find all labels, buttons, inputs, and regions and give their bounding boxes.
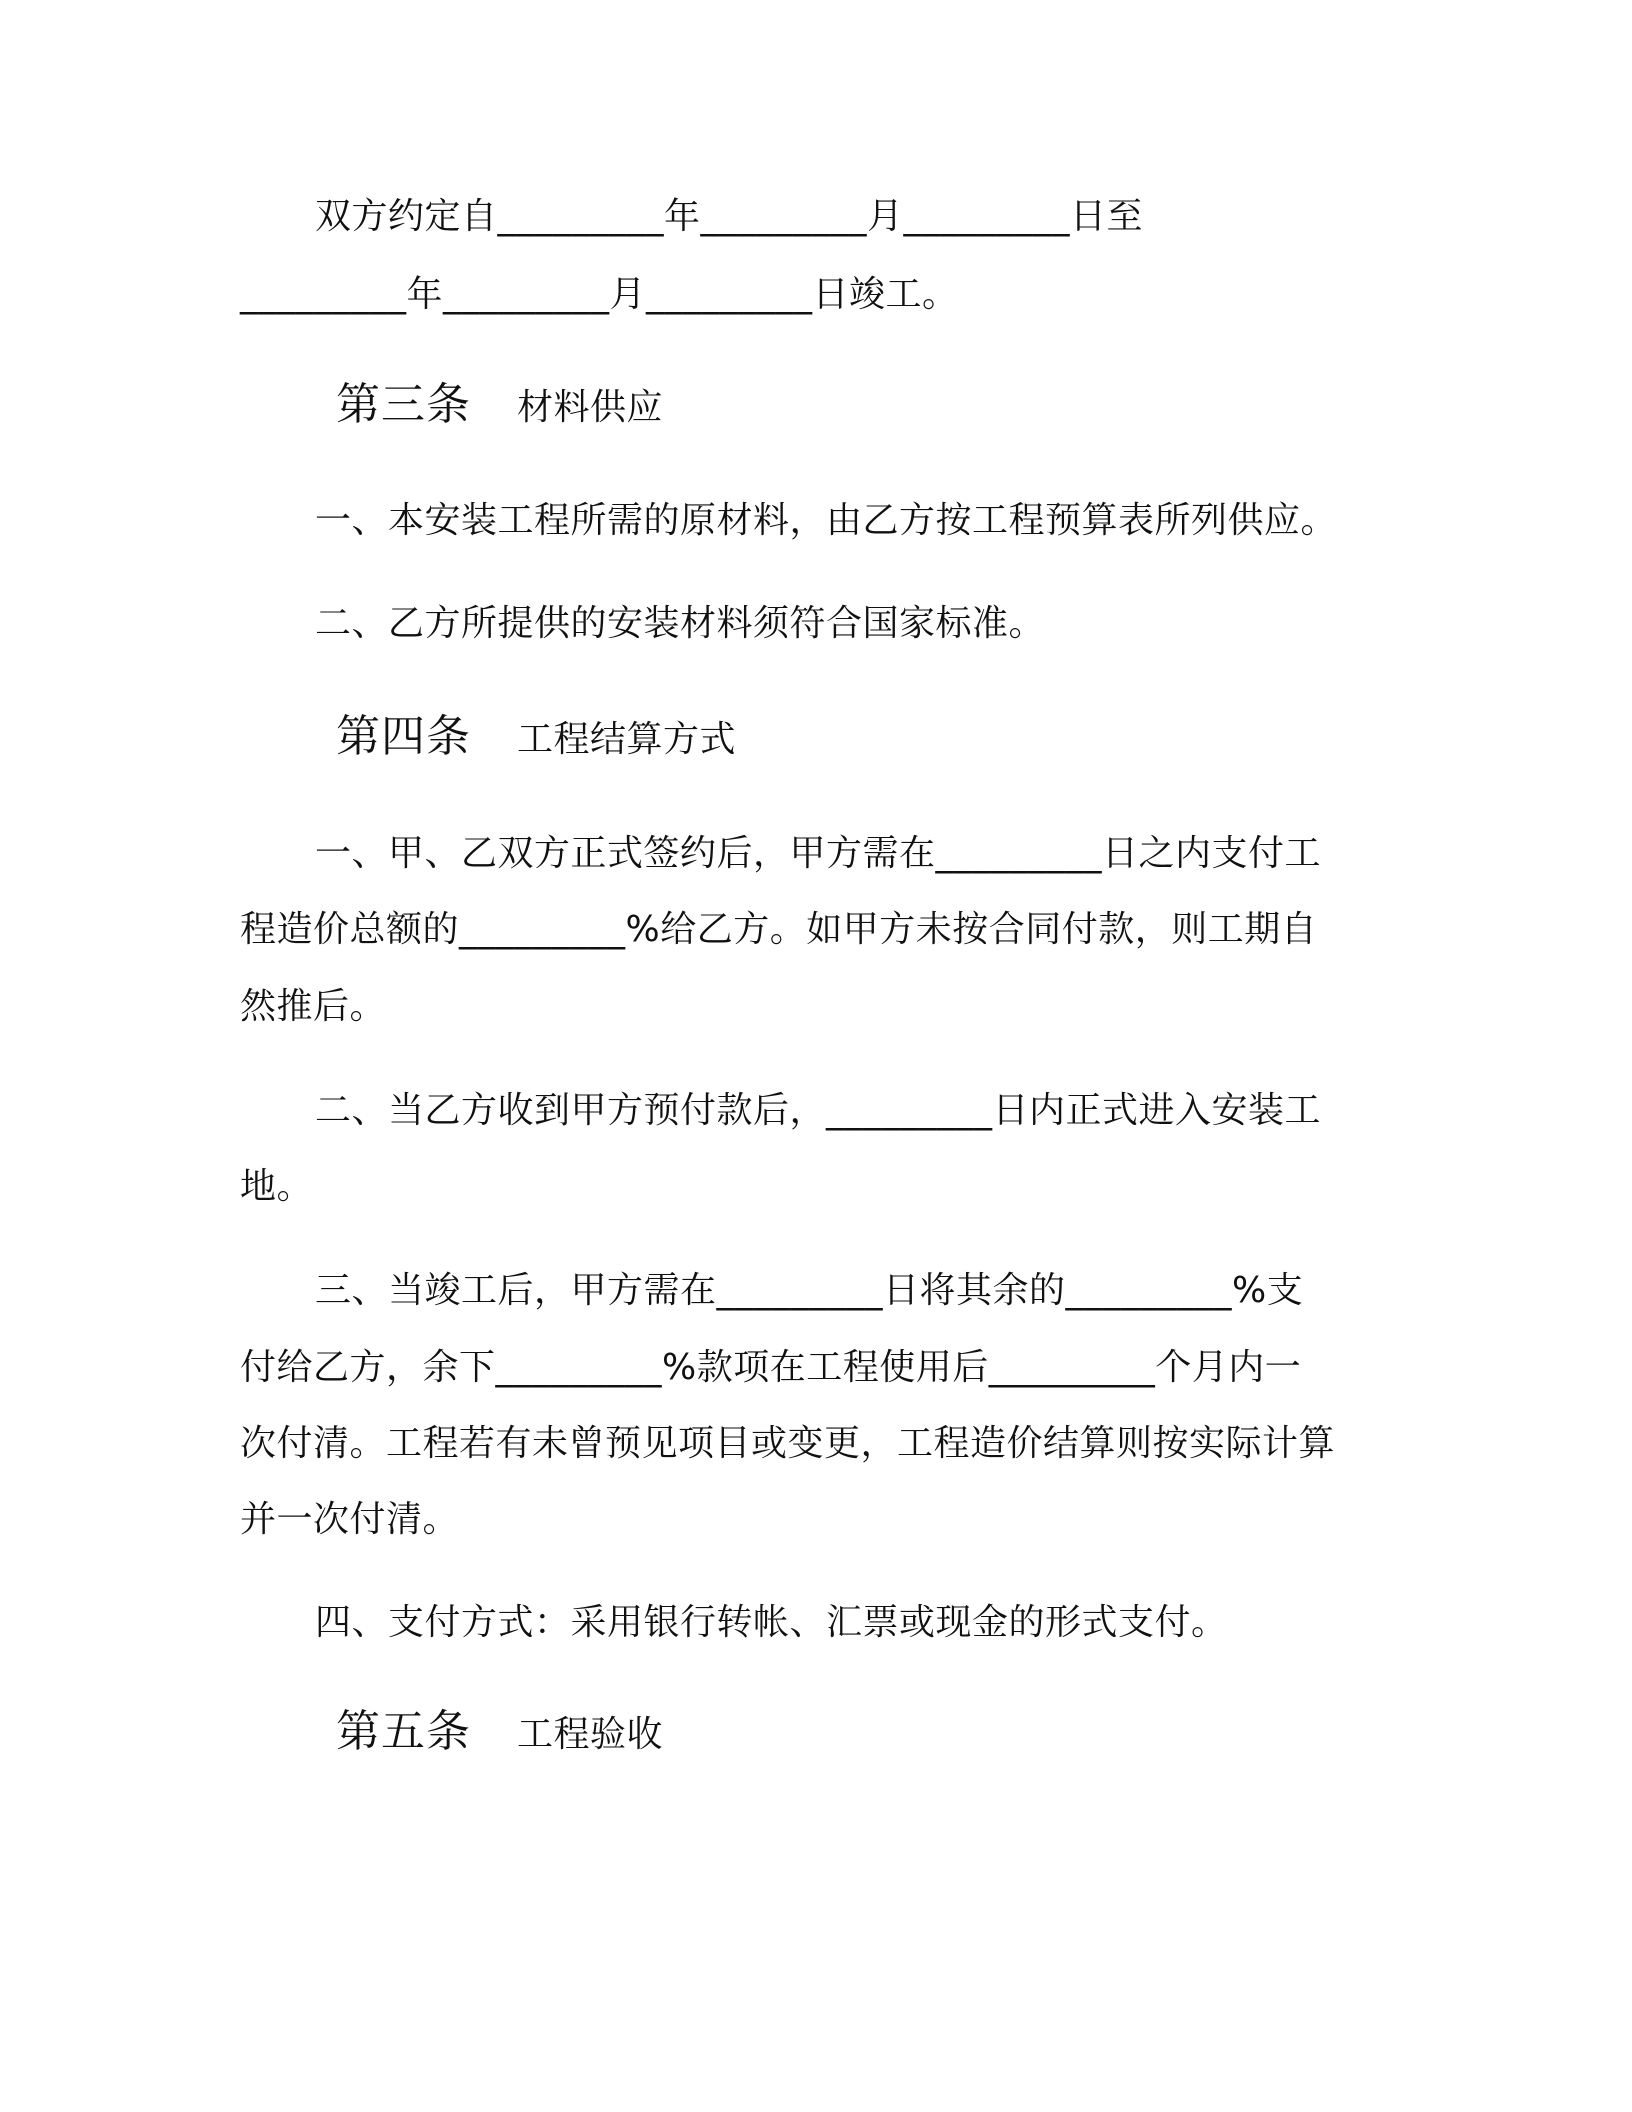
article-3-item-2: 二、乙方所提供的安装材料须符合国家标准。	[315, 603, 1046, 644]
article-4-title: 工程结算方式	[517, 719, 737, 760]
article-4-item-1-line-2: 程造价总额的_________%给乙方。如甲方未按合同付款，则工期自	[240, 909, 1318, 950]
article-4-item-3-line-3: 次付清。工程若有未曾预见项目或变更，工程造价结算则按实际计算	[240, 1423, 1336, 1464]
article-3-heading	[336, 377, 663, 442]
article-4-item-1-line-1: 一、甲、乙双方正式签约后，甲方需在_________日之内支付工	[315, 833, 1322, 874]
article-5-title: 工程验收	[517, 1714, 664, 1755]
article-4-item-1-line-3: 然推后。	[240, 986, 387, 1027]
completion-line-1: 双方约定自_________年_________月_________日至	[315, 196, 1144, 237]
article-5-heading	[336, 1704, 663, 1769]
article-4-heading	[336, 709, 736, 774]
article-4-item-2-line-1: 二、当乙方收到甲方预付款后，_________日内正式进入安装工	[315, 1090, 1322, 1131]
article-4-item-3-line-1: 三、当竣工后，甲方需在_________日将其余的_________%支	[315, 1270, 1304, 1311]
article-5-number: 第五条	[336, 1706, 471, 1757]
article-3-number: 第三条	[336, 379, 471, 430]
article-4-item-2-line-2: 地。	[240, 1166, 314, 1207]
article-3-item-1: 一、本安装工程所需的原材料，由乙方按工程预算表所列供应。	[315, 500, 1338, 541]
completion-line-2: _________年_________月_________日竣工。	[240, 274, 959, 315]
article-4-item-3-line-2: 付给乙方，余下_________%款项在工程使用后_________个月内一	[240, 1347, 1302, 1388]
article-4-item-4: 四、支付方式：采用银行转帐、汇票或现金的形式支付。	[315, 1602, 1228, 1643]
article-4-number: 第四条	[336, 711, 471, 762]
article-4-item-3-line-4: 并一次付清。	[240, 1499, 460, 1540]
article-3-title: 材料供应	[517, 387, 664, 428]
